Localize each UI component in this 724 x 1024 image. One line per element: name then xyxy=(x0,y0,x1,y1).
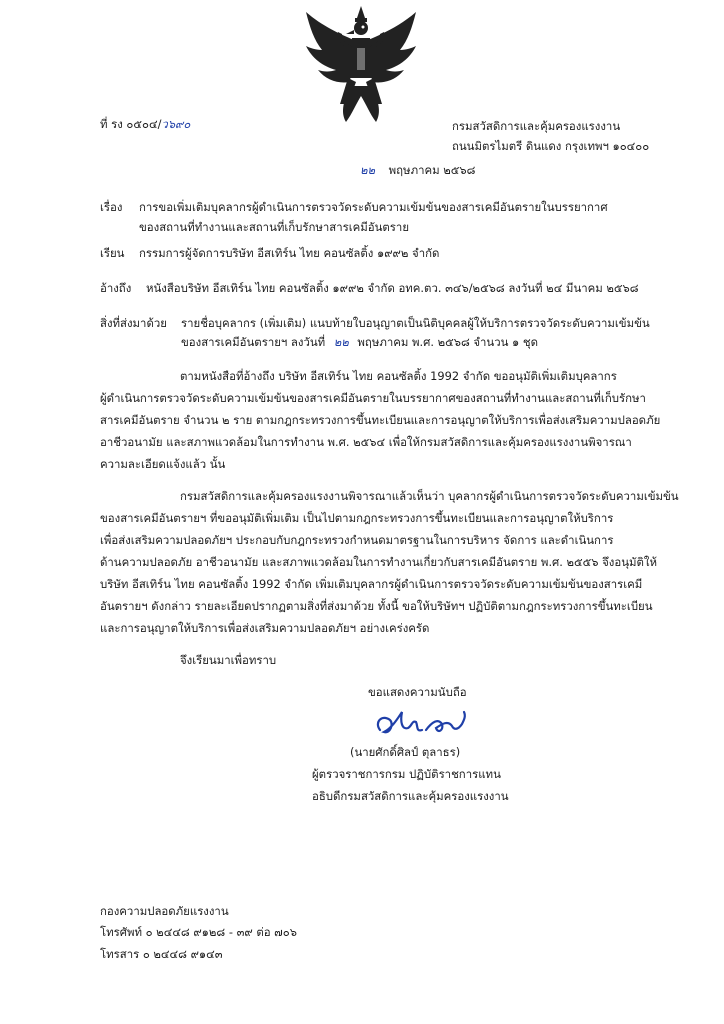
paragraph-line: สารเคมีอันตราย จำนวน ๒ ราย ตามกฎกระทรวงการขึ้นทะเบียนและการอนุญาตให้บริการเพื่อส่งเสริมความปลอดภัย xyxy=(100,413,661,427)
garuda-emblem-icon xyxy=(300,4,422,124)
reference-document: หนังสือบริษัท อีสเทิร์น ไทย คอนซัลติ้ง ๑๙๙๒ จำกัด อทค.ตว. ๓๔๖/๒๕๖๘ ลงวันที่ ๒๔ มีนาคม ๒๕๖๘ xyxy=(146,281,639,295)
enclosure-line-1: รายชื่อบุคลากร (เพิ่มเติม) แนบท้ายใบอนุญาตเป็นนิติบุคคลผู้ให้บริการตรวจวัดระดับความเข้มข้น xyxy=(181,316,650,330)
letter-date xyxy=(360,162,475,180)
footer-phone: โทรศัพท์ ๐ ๒๔๔๘ ๙๑๒๘ - ๓๙ ต่อ ๗๐๖ xyxy=(100,925,297,939)
footer-office: กองความปลอดภัยแรงงาน xyxy=(100,904,229,918)
paragraph-line: ผู้ดำเนินการตรวจวัดระดับความเข้มข้นของสารเคมีอันตรายในบรรยากาศของสถานที่ทำงานและสถานที่เก็บรักษา xyxy=(100,391,646,405)
paragraph-line: ของสารเคมีอันตรายฯ ที่ขออนุมัติเพิ่มเติม เป็นไปตามกฎกระทรวงการขึ้นทะเบียนและการอนุญาตให้บริการ xyxy=(100,511,614,525)
handwritten-signature-icon xyxy=(372,700,472,744)
reference-prefix: ที่ รง ๐๕๐๔/ xyxy=(100,117,162,131)
date-day-handwritten: ๒๒ xyxy=(360,163,376,177)
paragraph-line: และการอนุญาตให้บริการเพื่อส่งเสริมความปลอดภัยฯ อย่างเคร่งครัด xyxy=(100,621,430,635)
closing-salutation: ขอแสดงความนับถือ xyxy=(368,685,467,699)
paragraph-line: เพื่อส่งเสริมความปลอดภัยฯ ประกอบกับกฎกระทรวงกำหนดมาตรฐานในการบริหาร จัดการ และดำเนินการ xyxy=(100,533,614,547)
paragraph-line: อาชีวอนามัย และสภาพแวดล้อมในการทำงาน พ.ศ. ๒๕๖๔ เพื่อให้กรมสวัสดิการและคุ้มครองแรงงานพิจารณา xyxy=(100,435,632,449)
paragraph-line: อันตรายฯ ดังกล่าว รายละเอียดปรากฏตามสิ่งที่ส่งมาด้วย ทั้งนี้ ขอให้บริษัทฯ ปฏิบัติตามกฎกระทรวงการขึ้นทะเบียน xyxy=(100,599,653,613)
addressee: กรรมการผู้จัดการบริษัท อีสเทิร์น ไทย คอนซัลติ้ง ๑๙๙๒ จำกัด xyxy=(139,246,440,260)
sender-organization: กรมสวัสดิการและคุ้มครองแรงงาน xyxy=(452,119,621,133)
reference-number-handwritten: ว๖๙๐ xyxy=(161,117,191,131)
reference-label: อ้างถึง xyxy=(100,281,132,295)
enclosure-label: สิ่งที่ส่งมาด้วย xyxy=(100,316,167,330)
paragraph-line: บริษัท อีสเทิร์น ไทย คอนซัลติ้ง 1992 จำกัด เพิ่มเติมบุคลากรผู้ดำเนินการตรวจวัดระดับความเข้มข้นของสารเคมี xyxy=(100,577,643,591)
date-month-year: พฤษภาคม ๒๕๖๘ xyxy=(388,163,476,177)
signer-title-1: ผู้ตรวจราชการกรม ปฏิบัติราชการแทน xyxy=(312,767,501,781)
signer-title-2: อธิบดีกรมสวัสดิการและคุ้มครองแรงงาน xyxy=(312,789,509,803)
paragraph-line: ด้านความปลอดภัย อาชีวอนามัย และสภาพแวดล้อมในการทำงานเกี่ยวกับสารเคมีอันตราย พ.ศ. ๒๕๕๖ จึงอนุมัติให้ xyxy=(100,555,657,569)
subject-label: เรื่อง xyxy=(100,200,123,214)
enclosure-text-a: ของสารเคมีอันตรายฯ ลงวันที่ xyxy=(181,335,326,349)
reference-number xyxy=(100,116,190,134)
paragraph-line: กรมสวัสดิการและคุ้มครองแรงงานพิจารณาแล้วเห็นว่า บุคลากรผู้ดำเนินการตรวจวัดระดับความเข้มข้น xyxy=(180,489,679,503)
sender-address: ถนนมิตรไมตรี ดินแดง กรุงเทพฯ ๑๐๔๐๐ xyxy=(452,139,650,153)
enclosure-text-b: พฤษภาคม พ.ศ. ๒๕๖๘ จำนวน ๑ ชุด xyxy=(357,335,538,349)
paragraph-line: ความละเอียดแจ้งแล้ว นั้น xyxy=(100,457,226,471)
enclosure-day-handwritten: ๒๒ xyxy=(333,335,349,349)
addressee-label: เรียน xyxy=(100,246,125,260)
footer-fax: โทรสาร ๐ ๒๔๔๘ ๙๑๔๓ xyxy=(100,947,223,961)
subject-line-2: ของสถานที่ทำงานและสถานที่เก็บรักษาสารเคมีอันตราย xyxy=(139,220,409,234)
enclosure-line-2 xyxy=(181,334,538,352)
subject-line-1: การขอเพิ่มเติมบุคลากรผู้ดำเนินการตรวจวัดระดับความเข้มข้นของสารเคมีอันตรายในบรรยากาศ xyxy=(139,200,608,214)
closing-request: จึงเรียนมาเพื่อทราบ xyxy=(180,653,277,667)
paragraph-line: ตามหนังสือที่อ้างถึง บริษัท อีสเทิร์น ไทย คอนซัลติ้ง 1992 จำกัด ขออนุมัติเพิ่มเติมบุคลากร xyxy=(180,369,617,383)
signer-name: (นายศักดิ์ศิลป์ ตุลาธร) xyxy=(350,745,461,759)
